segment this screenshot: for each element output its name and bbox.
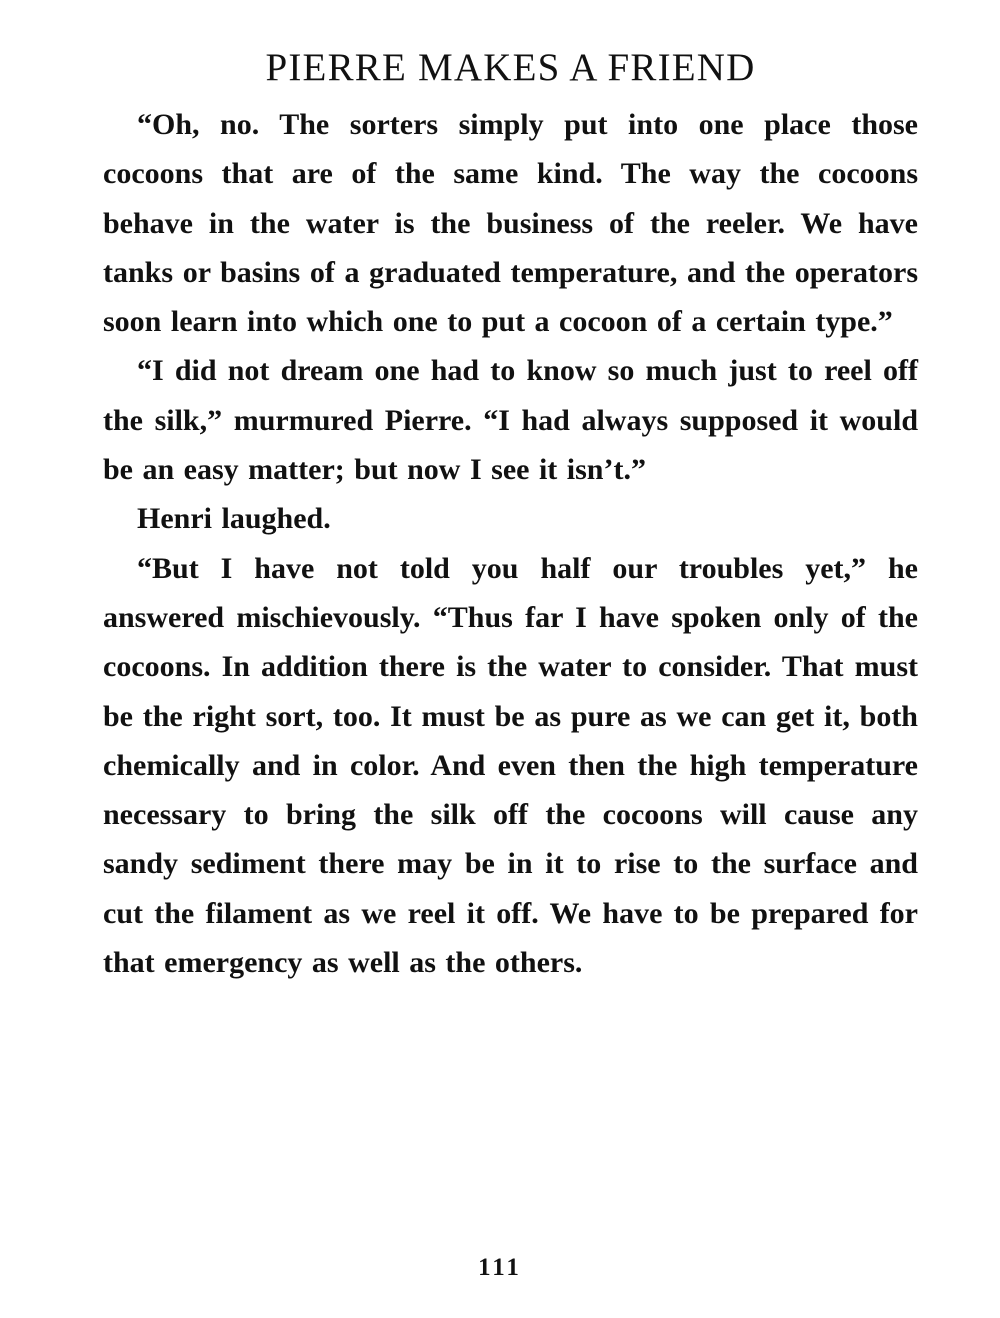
running-head: PIERRE MAKES A FRIEND: [265, 46, 756, 89]
book-page: [103, 42, 918, 987]
paragraph-1: “Oh, no. The sorters simply put into one place those cocoons that are of the same kind. The way the cocoons behave in the water is the business of the reeler. We have tanks or basins of a graduated temperature, and the operators soon learn into which one to put a cocoon of a certain type.”: [103, 108, 918, 339]
paragraph-4: “But I have not told you half our troubles yet,” he answered mischievously. “Thus far I have spoken only of the cocoons. In addition there is the water to consider. That must be the right sort, too. It must be as pure as we can get it, both chemically and in color. And even then the high temperature necessary to bring the silk off the cocoons will cause any sandy sediment there may be in it to rise to the surface and cut the filament as we reel it off. We have to be prepared for that emergency as well as the others.: [103, 551, 918, 980]
paragraph-3: Henri laughed.: [137, 502, 331, 536]
paragraph-2: “I did not dream one had to know so much just to reel off the silk,” murmured Pierre. “I had always supposed it would be an easy matter; but now I see it isn’t.”: [103, 354, 918, 487]
page-number: 111: [478, 1254, 522, 1281]
